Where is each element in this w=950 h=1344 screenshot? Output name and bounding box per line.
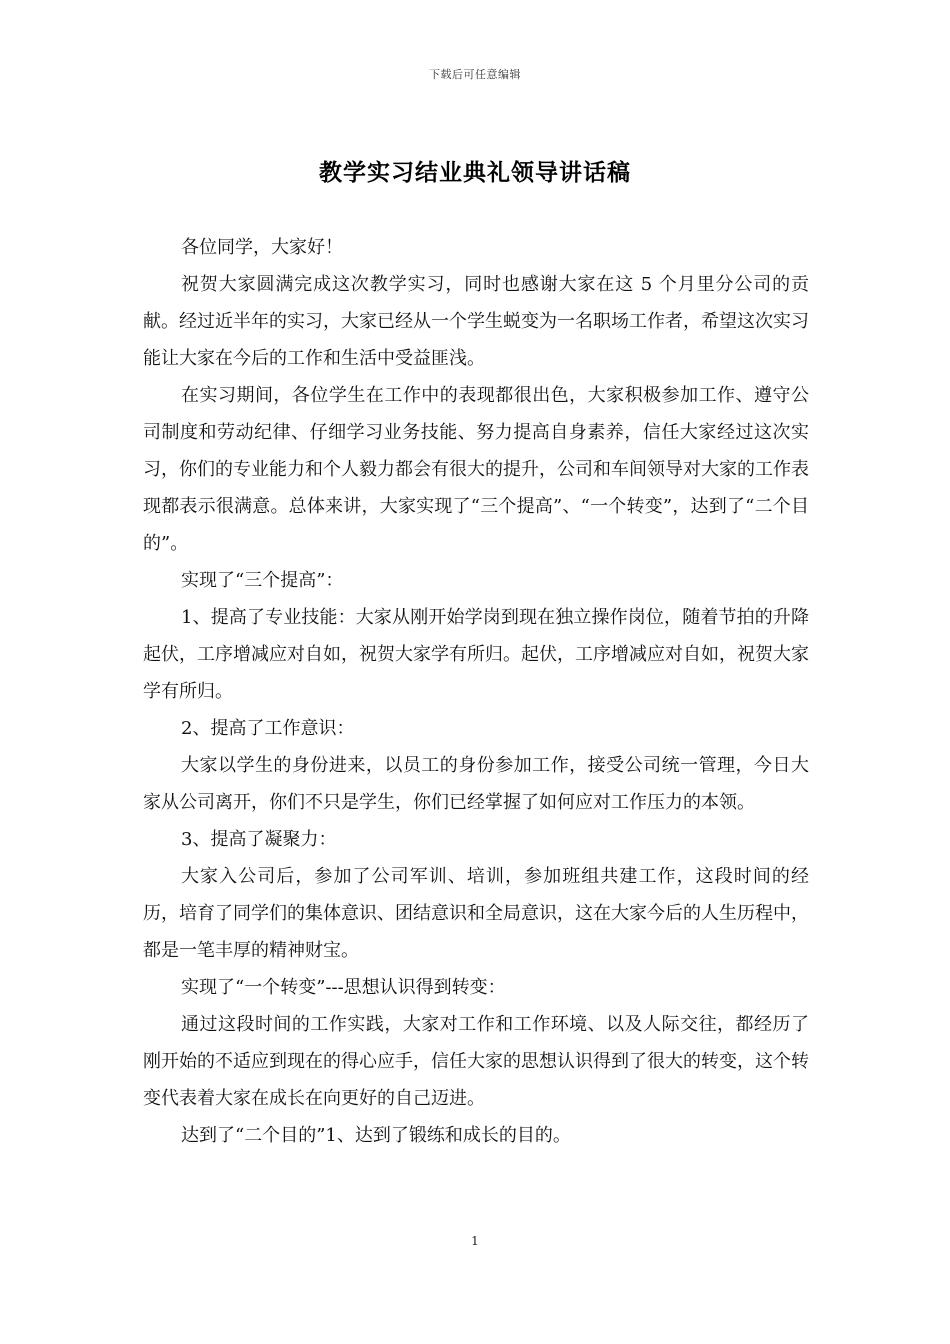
page-number: 1 bbox=[471, 1234, 479, 1248]
paragraph-congratulations: 祝贺大家圆满完成这次教学实习，同时也感谢大家在这 5 个月里分公司的贡献。经过近半年的实习，大家已经从一个学生蜕变为一名职场工作者，希望这次实习能让大家在今后的工作和生活中受益匪浅。 bbox=[143, 274, 809, 369]
paragraph-one-change-heading: 实现了“一个转变”---思想认识得到转变： bbox=[181, 977, 506, 998]
paragraph-improvement-3-heading: 3、提高了凝聚力： bbox=[181, 829, 337, 850]
paragraph-improvement-3-body: 大家入公司后，参加了公司军训、培训，参加班组共建工作，这段时间的经历，培育了同学们的集体意识、团结意识和全局意识，这在大家今后的人生历程中，都是一笔丰厚的精神财宝。 bbox=[143, 866, 809, 961]
paragraph-two-goals: 达到了“二个目的”1、达到了锻练和成长的目的。 bbox=[181, 1125, 571, 1146]
paragraph-three-improvements-heading: 实现了“三个提高”： bbox=[181, 570, 344, 591]
paragraph-improvement-2-heading: 2、提高了工作意识： bbox=[181, 718, 355, 739]
paragraph-internship-performance: 在实习期间，各位学生在工作中的表现都很出色，大家积极参加工作、遵守公司制度和劳动纪律、仔细学习业务技能、努力提高自身素养，信任大家经过这次实习，你们的专业能力和个人毅力都会有很大的提升，公司和车间领导对大家的工作表现都表示很满意。总体来讲，大家实现了“三个提高”、“一个转变”，达到了“二个目的”。 bbox=[143, 385, 809, 554]
paragraph-improvement-1: 1、提高了专业技能：大家从刚开始学岗到现在独立操作岗位，随着节拍的升降起伏，工序增减应对自如，祝贺大家学有所归。起伏，工序增减应对自如，祝贺大家学有所归。 bbox=[143, 607, 809, 702]
document-body bbox=[143, 229, 809, 1154]
paragraph-greeting: 各位同学，大家好！ bbox=[181, 237, 343, 258]
document-title: 教学实习结业典礼领导讲话稿 bbox=[319, 159, 631, 186]
paragraph-one-change-body: 通过这段时间的工作实践，大家对工作和工作环境、以及人际交往，都经历了刚开始的不适应到现在的得心应手，信任大家的思想认识得到了很大的转变，这个转变代表着大家在成长在向更好的自己迈进。 bbox=[143, 1014, 809, 1109]
paragraph-improvement-2-body: 大家以学生的身份进来，以员工的身份参加工作，接受公司统一管理，今日大家从公司离开，你们不只是学生，你们已经掌握了如何应对工作压力的本领。 bbox=[143, 755, 809, 813]
header-note: 下载后可任意编辑 bbox=[429, 68, 521, 81]
